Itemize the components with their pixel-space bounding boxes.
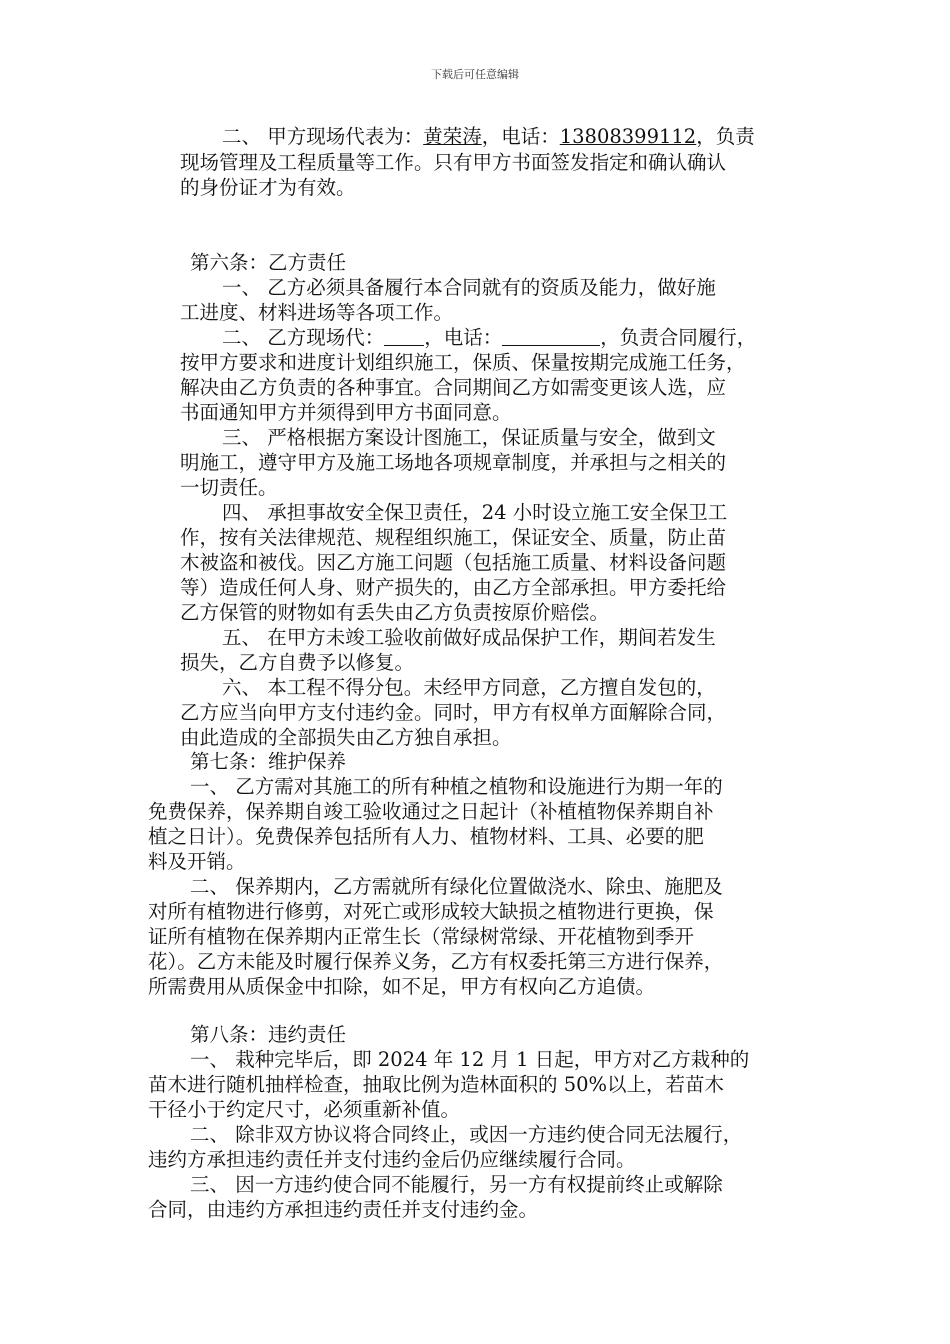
clause6-para3-line2: 明施工，遵守甲方及施工场地各项规章制度，并承担与之相关的 xyxy=(180,451,727,474)
clause5-para2-prefix: 二、 甲方现场代表为： xyxy=(222,125,424,148)
rep-phone: 13808399112 xyxy=(559,125,697,148)
clause6-para4-line3: 木被盗和被伐。因乙方施工问题（包括施工质量、材料设备问题 xyxy=(180,551,727,574)
clause7-para2-line2: 对所有植物进行修剪，对死亡或形成较大缺损之植物进行更换，保 xyxy=(148,900,714,923)
clause8-title: 第八条：违约责任 xyxy=(190,1023,347,1046)
clause6-title: 第六条：乙方责任 xyxy=(190,251,347,274)
rep-name: 黄荣涛 xyxy=(423,125,482,148)
clause5-para2-line3: 的身份证才为有效。 xyxy=(180,176,356,199)
clause6-para2-part-a: 二、 乙方现场代： xyxy=(222,326,385,349)
clause6-para4-line5: 乙方保管的财物如有丢失由乙方负责按原价赔偿。 xyxy=(180,601,610,624)
clause8-para1-line2: 苗木进行随机抽样检查，抽取比例为造林面积的 50%以上，若苗木 xyxy=(148,1073,725,1096)
clause7-para1-line1: 一、 乙方需对其施工的所有种植之植物和设施进行为期一年的 xyxy=(190,775,723,798)
clause6-para4-line2: 作，按有关法律规范、规程组织施工，保证安全、质量，防止苗 xyxy=(180,526,727,549)
clause6-para4-line1: 四、 承担事故安全保卫责任，24 小时设立施工安全保卫工 xyxy=(222,501,728,524)
clause6-para2-line4: 书面通知甲方并须得到甲方书面同意。 xyxy=(180,401,512,424)
clause5-para2-line2: 现场管理及工程质量等工作。只有甲方书面签发指定和确认确认 xyxy=(180,151,727,174)
clause5-para2-line1 xyxy=(222,124,755,149)
clause7-title: 第七条：维护保养 xyxy=(190,750,347,773)
phone-blank xyxy=(502,327,600,346)
clause6-para5-line1: 五、 在甲方未竣工验收前做好成品保护工作，期间若发生 xyxy=(222,626,716,649)
clause6-para2-part-b: ，电话： xyxy=(424,326,503,349)
clause8-para3-line2: 合同，由违约方承担违约责任并支付违约金。 xyxy=(148,1198,539,1221)
clause8-para1-line1: 一、 栽种完毕后，即 2024 年 12 月 1 日起，甲方对乙方栽种的 xyxy=(190,1048,750,1071)
clause5-para2-rest: ，负责 xyxy=(696,125,755,148)
clause6-para3-line3: 一切责任。 xyxy=(180,476,278,499)
clause8-para1-line3: 干径小于约定尺寸，必须重新补值。 xyxy=(148,1098,461,1121)
clause7-para1-line2: 免费保养，保养期自竣工验收通过之日起计（补植植物保养期自补 xyxy=(148,800,714,823)
clause7-para1-line3: 植之日计）。免费保养包括所有人力、植物材料、工具、必要的肥 xyxy=(148,825,704,848)
clause6-para6-line1: 六、 本工程不得分包。未经甲方同意，乙方擅自发包的， xyxy=(222,676,716,699)
phone-label: ，电话： xyxy=(481,125,560,148)
clause7-para1-line4: 料及开销。 xyxy=(148,850,246,873)
clause7-para2-line5: 所需费用从质保金中扣除，如不足，甲方有权向乙方追债。 xyxy=(148,975,656,998)
clause6-para6-line3: 由此造成的全部损失由乙方独自承担。 xyxy=(180,726,512,749)
clause6-para1-line2: 工进度、材料进场等各项工作。 xyxy=(180,301,454,324)
clause6-para4-line4: 等）造成任何人身、财产损失的，由乙方全部承担。甲方委托给 xyxy=(180,576,727,599)
clause6-para2-line2: 按甲方要求和进度计划组织施工，保质、保量按期完成施工任务， xyxy=(180,351,746,374)
clause7-para2-line1: 二、 保养期内，乙方需就所有绿化位置做浇水、除虫、施肥及 xyxy=(190,875,723,898)
clause8-para2-line1: 二、 除非双方协议将合同终止，或因一方违约使合同无法履行， xyxy=(190,1123,743,1146)
clause6-para2-line3: 解决由乙方负责的各种事宜。合同期间乙方如需变更该人选，应 xyxy=(180,376,727,399)
clause6-para6-line2: 乙方应当向甲方支付违约金。同时，甲方有权单方面解除合同， xyxy=(180,701,727,724)
clause8-para2-line2: 违约方承担违约责任并支付违约金后仍应继续履行合同。 xyxy=(148,1148,636,1171)
clause7-para2-line3: 证所有植物在保养期内正常生长（常绿树常绿、开花植物到季开 xyxy=(148,925,695,948)
clause6-para2-part-c: ，负责合同履行， xyxy=(600,326,757,349)
clause6-para1-line1: 一、 乙方必须具备履行本合同就有的资质及能力，做好施 xyxy=(222,276,716,299)
clause6-para3-line1: 三、 严格根据方案设计图施工，保证质量与安全，做到文 xyxy=(222,426,716,449)
clause8-para3-line1: 三、 因一方违约使合同不能履行，另一方有权提前终止或解除 xyxy=(190,1173,723,1196)
rep-name-blank xyxy=(384,327,424,346)
page-header: 下载后可任意编辑 xyxy=(431,68,519,81)
clause6-para2-line1 xyxy=(222,325,756,350)
clause6-para5-line2: 损失，乙方自费予以修复。 xyxy=(180,651,415,674)
clause7-para2-line4: 花）。乙方未能及时履行保养义务，乙方有权委托第三方进行保养， xyxy=(148,950,724,973)
